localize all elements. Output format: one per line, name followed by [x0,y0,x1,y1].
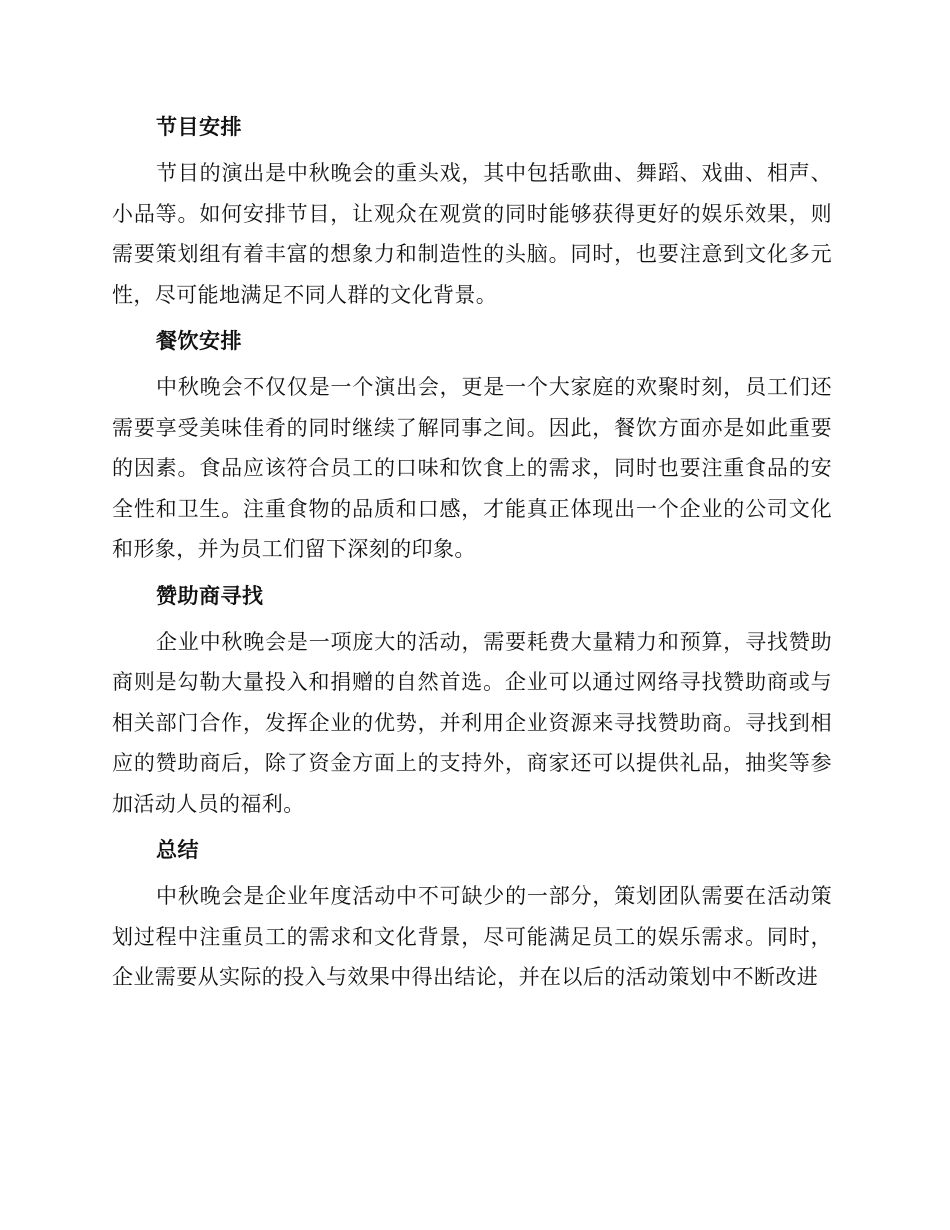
section-body-catering: 中秋晚会不仅仅是一个演出会，更是一个大家庭的欢聚时刻，员工们还需要享受美味佳肴的同时继续了解同事之间。因此，餐饮方面亦是如此重要的因素。食品应该符合员工的口味和饮食上的需求，同时也要注重食品的安全性和卫生。注重食物的品质和口感，才能真正体现出一个企业的公司文化和形象，并为员工们留下深刻的印象。 [112,375,832,561]
document-page [112,110,832,1007]
section-heading-catering: 餐饮安排 [156,329,242,353]
section-body-program: 节目的演出是中秋晚会的重头戏，其中包括歌曲、舞蹈、戏曲、相声、小品等。如何安排节目，让观众在观赏的同时能够获得更好的娱乐效果，则需要策划组有着丰富的想象力和制造性的头脑。同时，也要注意到文化多元性，尽可能地满足不同人群的文化背景。 [112,161,832,307]
section-heading-program: 节目安排 [156,115,242,139]
section-body-sponsors: 企业中秋晚会是一项庞大的活动，需要耗费大量精力和预算，寻找赞助商则是勾勒大量投入和捐赠的自然首选。企业可以通过网络寻找赞助商或与相关部门合作，发挥企业的优势，并利用企业资源来寻找赞助商。寻找到相应的赞助商后，除了资金方面上的支持外，商家还可以提供礼品，抽奖等参加活动人员的福利。 [112,629,832,816]
section-heading-sponsors: 赞助商寻找 [156,583,264,608]
section-body-summary: 中秋晚会是企业年度活动中不可缺少的一部分，策划团队需要在活动策划过程中注重员工的需求和文化背景，尽可能满足员工的娱乐需求。同时，企业需要从实际的投入与效果中得出结论，并在以后的活动策划中不断改进 [112,884,832,989]
section-heading-summary: 总结 [156,838,199,862]
